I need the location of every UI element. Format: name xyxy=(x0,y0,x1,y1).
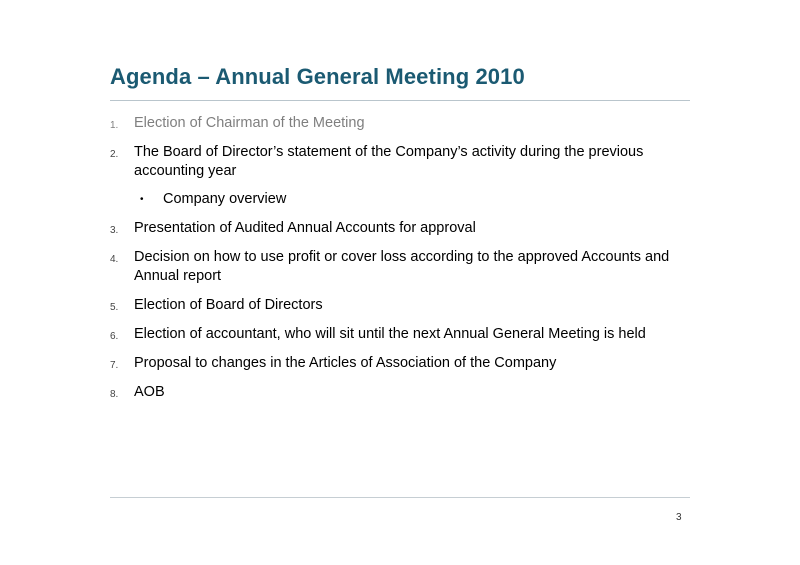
agenda-item-text: AOB xyxy=(134,384,165,400)
agenda-item-6 xyxy=(110,325,710,344)
agenda-sub-item xyxy=(134,190,710,209)
agenda-item-1 xyxy=(110,114,710,133)
bullet-icon: • xyxy=(140,194,144,205)
slide-title: Agenda – Annual General Meeting 2010 xyxy=(110,64,525,89)
agenda-item-text: The Board of Director’s statement of the Company’s activity during the previous accounting year xyxy=(134,144,644,179)
agenda-item-2 xyxy=(110,143,710,209)
title-divider xyxy=(110,100,690,101)
agenda-item-number: 5. xyxy=(110,302,119,313)
agenda-item-4 xyxy=(110,248,710,286)
page-number: 3 xyxy=(676,512,682,523)
agenda-sub-item-text: Company overview xyxy=(163,191,287,207)
agenda-item-number: 3. xyxy=(110,225,119,236)
agenda-item-number: 4. xyxy=(110,254,119,265)
agenda-item-number: 8. xyxy=(110,389,119,400)
agenda-item-text: Election of Chairman of the Meeting xyxy=(134,115,365,131)
agenda-item-number: 2. xyxy=(110,149,119,160)
agenda-item-7 xyxy=(110,354,710,373)
agenda-item-text: Election of accountant, who will sit until the next Annual General Meeting is held xyxy=(134,326,646,342)
agenda-item-8 xyxy=(110,383,710,402)
agenda-item-text: Proposal to changes in the Articles of Association of the Company xyxy=(134,355,557,371)
agenda-item-text: Decision on how to use profit or cover loss according to the approved Accounts and Annual report xyxy=(134,249,670,284)
agenda-sub-list xyxy=(134,190,710,209)
agenda-item-text: Presentation of Audited Annual Accounts for approval xyxy=(134,220,476,236)
agenda-list xyxy=(110,114,710,412)
agenda-item-number: 7. xyxy=(110,360,119,371)
agenda-item-number: 1. xyxy=(110,120,119,131)
agenda-item-5 xyxy=(110,296,710,315)
footer-divider xyxy=(110,497,690,498)
agenda-item-3 xyxy=(110,219,710,238)
agenda-item-number: 6. xyxy=(110,331,119,342)
agenda-item-text: Election of Board of Directors xyxy=(134,297,323,313)
